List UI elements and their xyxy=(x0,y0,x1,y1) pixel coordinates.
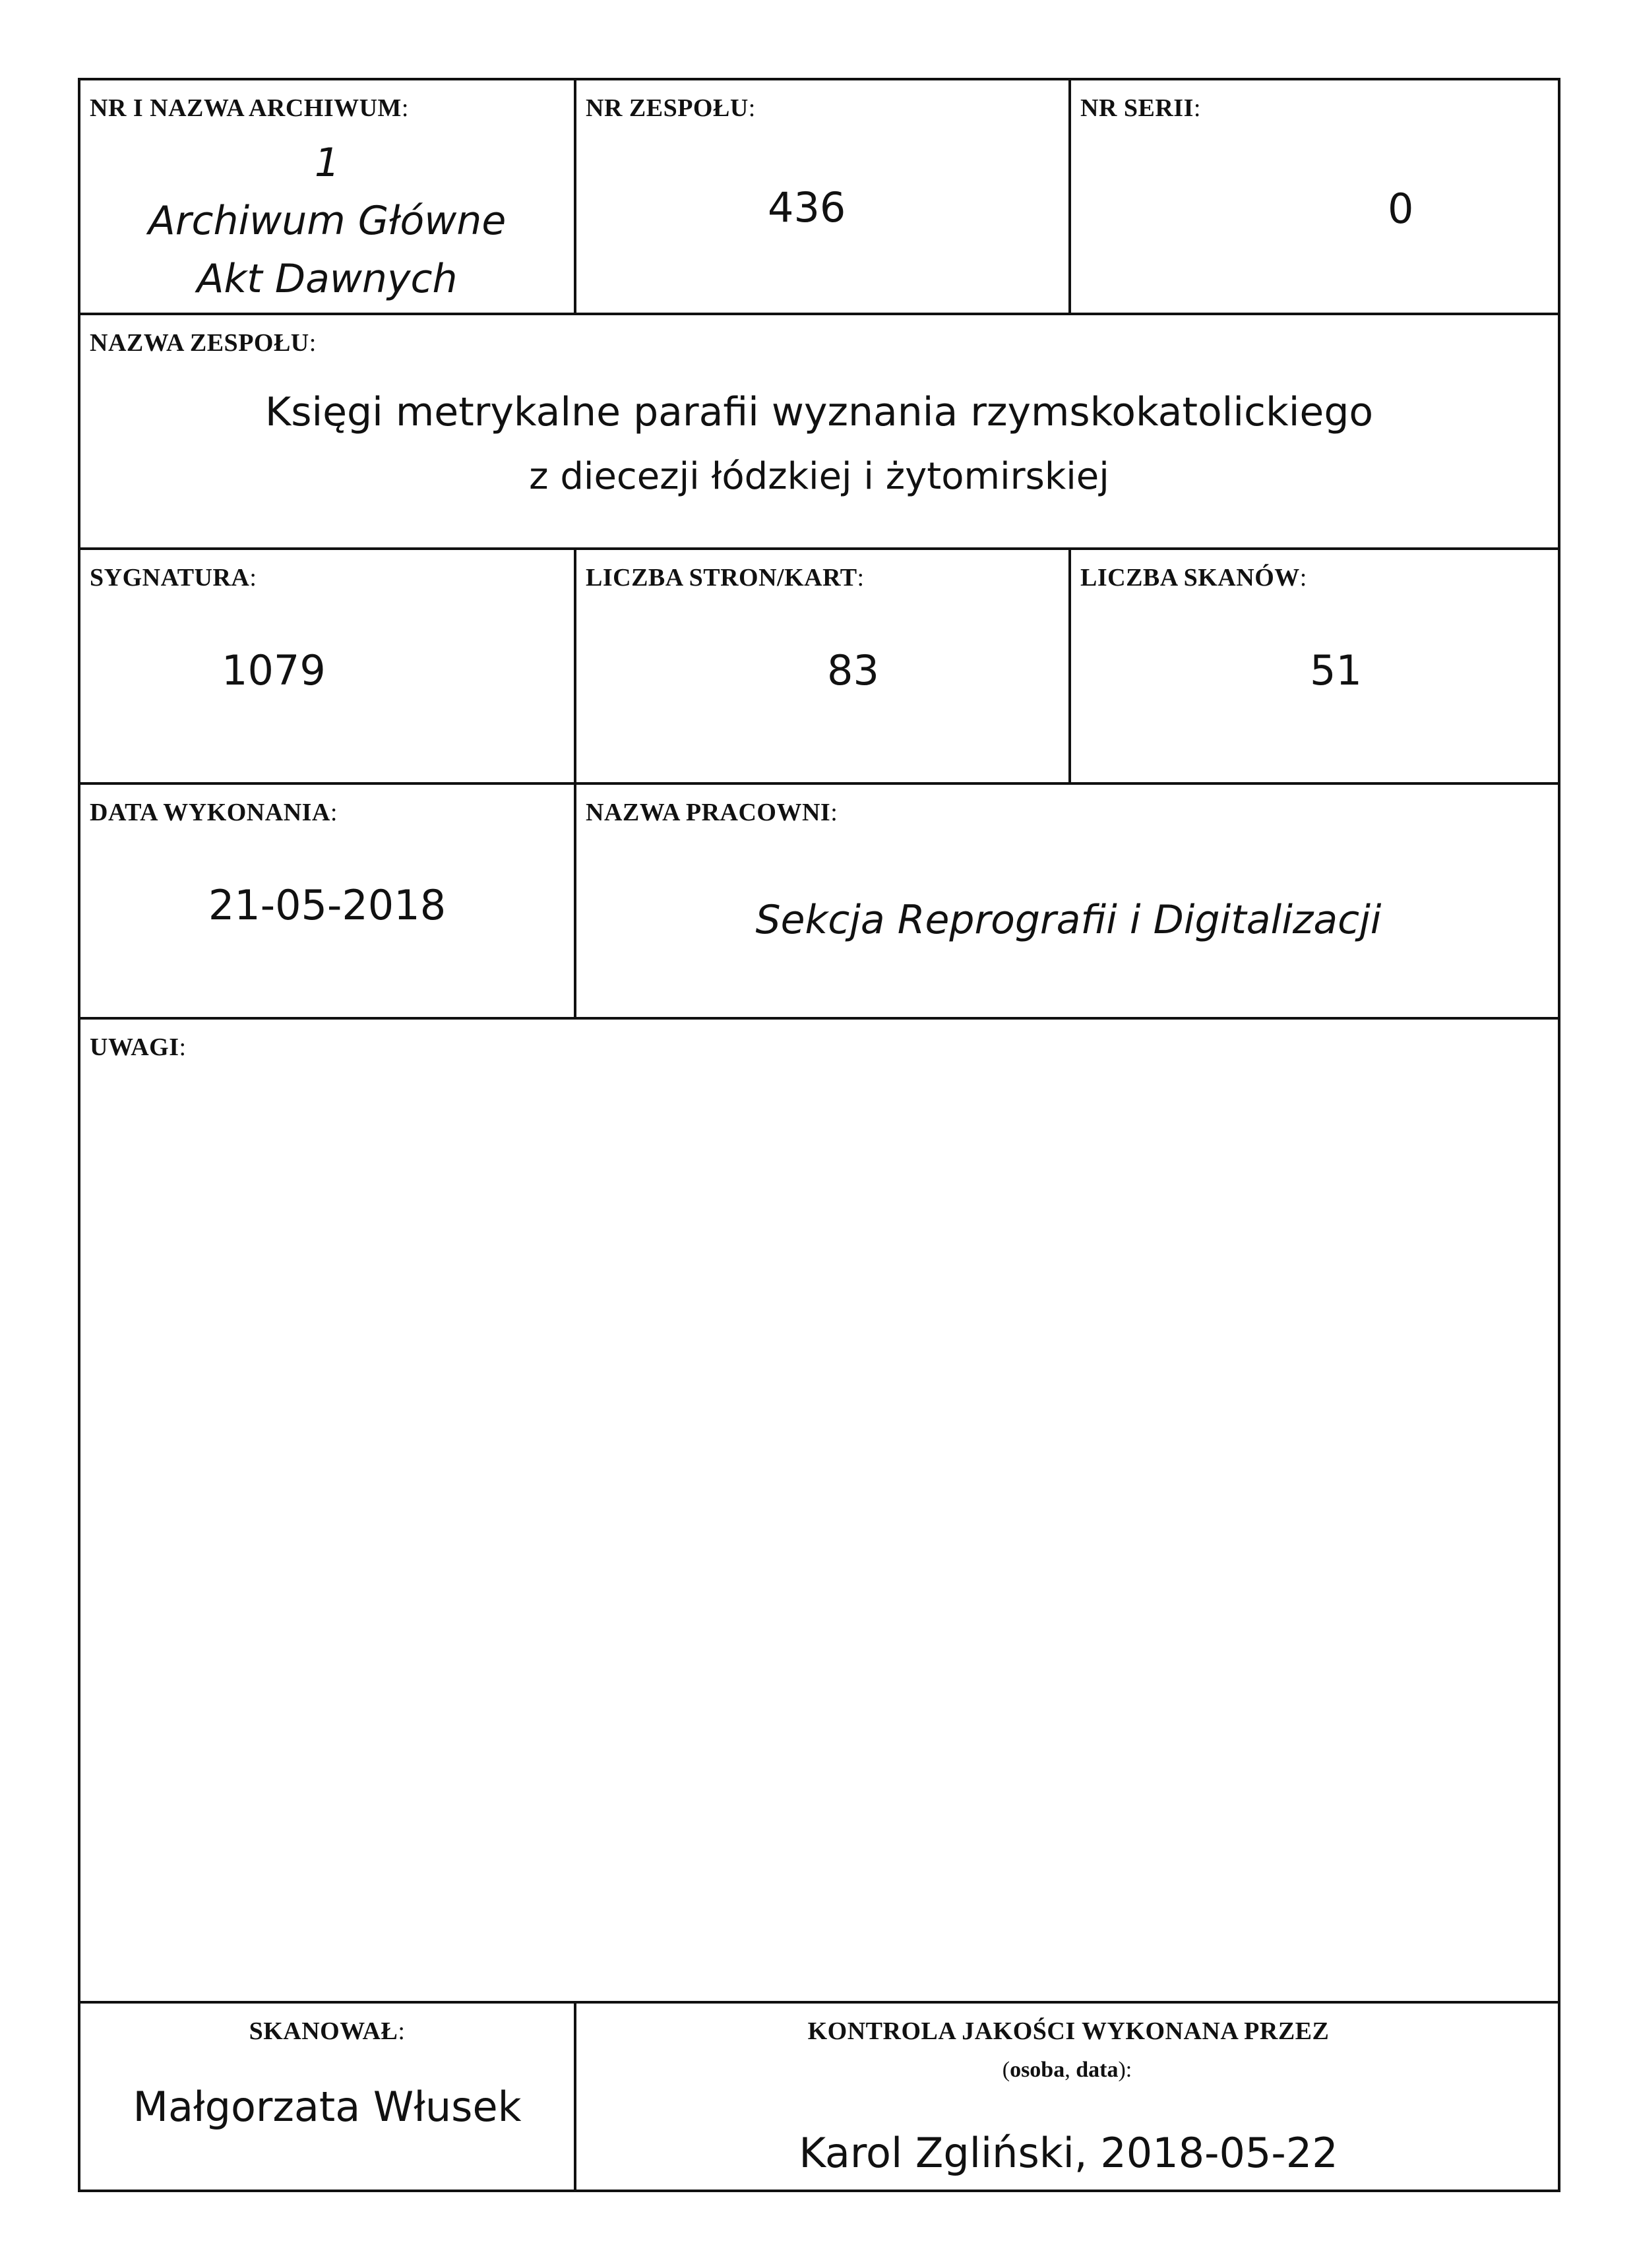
cell-workshop xyxy=(574,785,1558,1017)
quality-control-value: Karol Zgliński, 2018-05-22 xyxy=(799,2129,1338,2177)
archive-name-line2: Akt Dawnych xyxy=(197,256,458,302)
archive-number: 1 xyxy=(314,140,340,186)
fonds-name-line1: Księgi metrykalne parafii wyznania rzymskokatolickiego xyxy=(264,389,1374,435)
cell-series-number xyxy=(1068,80,1558,313)
cell-signature xyxy=(80,550,574,782)
notes-label: UWAGI: xyxy=(90,1033,187,1061)
row-archive-info xyxy=(80,80,1558,315)
cell-notes xyxy=(80,1020,1558,2001)
row-signoff xyxy=(80,2004,1558,2190)
archive-name-line1: Archiwum Główne xyxy=(148,198,507,244)
cell-fonds-number xyxy=(574,80,1068,313)
signature-value: 1079 xyxy=(222,646,326,694)
fonds-name-line2: z diecezji łódzkiej i żytomirskiej xyxy=(529,455,1109,498)
cell-pages xyxy=(574,550,1068,782)
workshop-value: Sekcja Reprografii i Digitalizacji xyxy=(755,897,1382,943)
cell-scans xyxy=(1068,550,1558,782)
fonds-number-label: NR ZESPOŁU: xyxy=(586,94,756,122)
series-number-label: NR SERII: xyxy=(1080,94,1201,122)
cell-archive xyxy=(80,80,574,313)
archive-label: NR I NAZWA ARCHIWUM: xyxy=(90,94,409,122)
pages-label: LICZBA STRON/KART: xyxy=(586,564,865,592)
scanned-by-value: Małgorzata Włusek xyxy=(133,2083,522,2131)
cell-quality-control xyxy=(574,2004,1558,2190)
quality-control-sublabel: (osoba, data): xyxy=(1002,2058,1132,2082)
cell-fonds-name xyxy=(80,315,1558,547)
workshop-label: NAZWA PRACOWNI: xyxy=(586,799,838,826)
pages-value: 83 xyxy=(827,646,879,694)
fonds-number-value: 436 xyxy=(768,183,846,231)
scans-label: LICZBA SKANÓW: xyxy=(1080,564,1307,592)
row-date-workshop xyxy=(80,785,1558,1020)
cell-date xyxy=(80,785,574,1017)
cell-scanned-by xyxy=(80,2004,574,2190)
row-fonds-name xyxy=(80,315,1558,550)
sublabel-person: osoba xyxy=(1010,2058,1065,2082)
signature-label: SYGNATURA: xyxy=(90,564,257,592)
row-notes xyxy=(80,1020,1558,2004)
series-number-value: 0 xyxy=(1388,185,1414,233)
archive-metadata-form xyxy=(78,78,1560,2192)
row-counts xyxy=(80,550,1558,785)
scans-value: 51 xyxy=(1310,646,1362,694)
quality-control-label: KONTROLA JAKOŚCI WYKONANA PRZEZ xyxy=(807,2017,1330,2045)
scanned-by-label: SKANOWAŁ: xyxy=(249,2017,406,2045)
date-value: 21-05-2018 xyxy=(208,881,447,929)
sublabel-date: data xyxy=(1076,2058,1119,2082)
date-label: DATA WYKONANIA: xyxy=(90,799,338,826)
fonds-name-label: NAZWA ZESPOŁU: xyxy=(90,329,317,357)
